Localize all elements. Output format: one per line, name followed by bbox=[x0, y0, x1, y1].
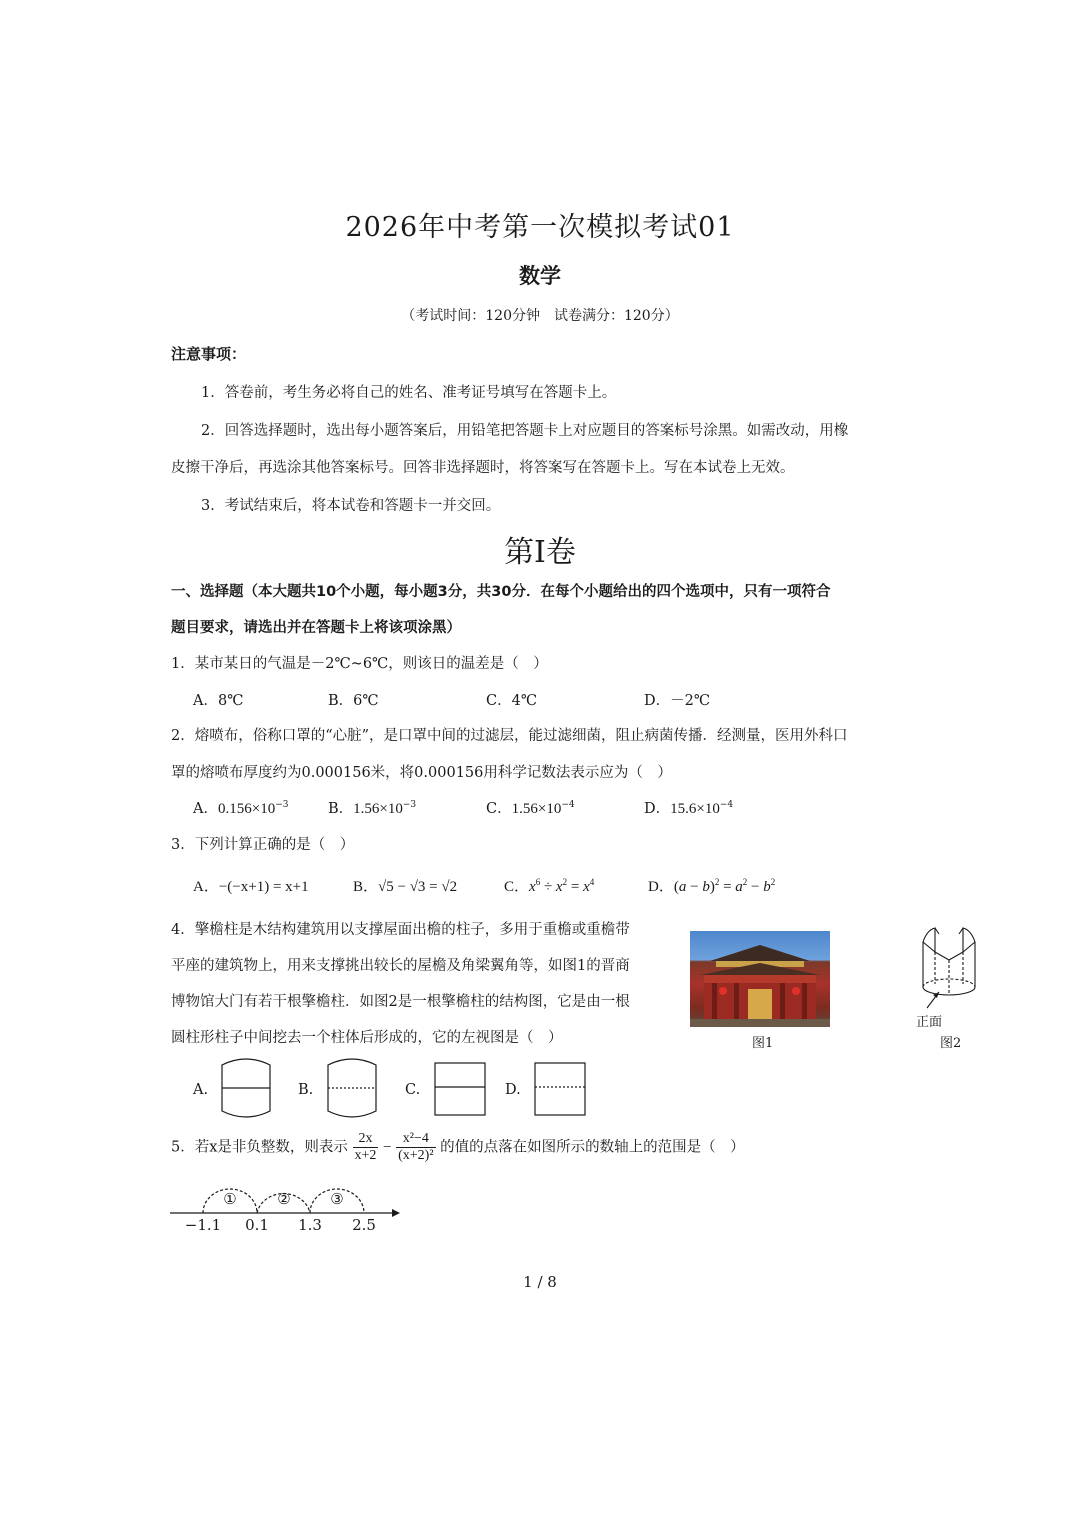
exam-meta: （考试时间：120分钟 试卷满分：120分） bbox=[401, 308, 679, 324]
q2-option-c: C．$1.56\times 10^{-4}$ bbox=[486, 800, 575, 817]
museum-gate-illustration bbox=[690, 931, 830, 1027]
question-2-stem-cont: 罩的熔喷布厚度约为0.000156米，将0.000156用科学记数法表示应为（ ） bbox=[171, 765, 672, 781]
q4-option-a-shape bbox=[218, 1053, 274, 1123]
note-item: 皮擦干净后，再选涂其他答案标号。回答非选择题时，将答案写在答题卡上。写在本试卷上无效。 bbox=[171, 460, 795, 476]
q3-option-a: A．−(−x+1) = x+1 bbox=[193, 879, 309, 895]
volume-heading: 第I卷 bbox=[504, 535, 576, 570]
figure-1-caption: 图1 bbox=[752, 1036, 774, 1051]
notes-heading: 注意事项： bbox=[171, 345, 247, 363]
q4-option-c-shape bbox=[432, 1060, 488, 1118]
q3-option-d: D．$(a - b)^2 = a^2 - b^2$ bbox=[648, 877, 776, 895]
tick-label: 1.3 bbox=[298, 1216, 322, 1234]
q5-stem-start: 5．若x是非负整数，则表示 bbox=[171, 1139, 348, 1156]
q4-option-b-shape bbox=[324, 1053, 380, 1123]
section-heading-cont: 题目要求，请选出并在答题卡上将该项涂黑） bbox=[171, 620, 461, 636]
q1-option-b: B．6℃ bbox=[328, 693, 379, 709]
question-4-stem: 4．擎檐柱是木结构建筑用以支撑屋面出檐的柱子，多用于重檐或重檐带 bbox=[171, 922, 630, 938]
pillar-structure-diagram bbox=[905, 922, 990, 1012]
q2-option-a: A．$0.156\times 10^{-3}$ bbox=[193, 800, 289, 817]
q1-option-d: D．－2℃ bbox=[644, 693, 711, 709]
q5-fraction-2: $\frac{\text{x²−4}}{\text{(x+2)²}}$ bbox=[398, 1131, 434, 1163]
section-heading: 一、选择题（本大题共10个小题，每小题3分，共30分．在每个小题给出的四个选项中，只有一项符合 bbox=[171, 584, 831, 600]
subject-heading: 数学 bbox=[519, 264, 561, 288]
number-line-diagram bbox=[170, 1180, 410, 1240]
q4-option-c-label: C. bbox=[405, 1082, 421, 1098]
q2-option-b: B．$1.56\times 10^{-3}$ bbox=[328, 800, 417, 817]
museum-gate-photo bbox=[690, 931, 830, 1027]
q4-option-d-shape bbox=[532, 1060, 588, 1118]
region-1-label: ① bbox=[223, 1190, 237, 1208]
note-item: 2．回答选择题时，选出每小题答案后，用铅笔把答题卡上对应题目的答案标号涂黑。如需改动，用橡 bbox=[201, 423, 849, 439]
tick-label: 2.5 bbox=[352, 1216, 376, 1234]
q2-option-d: D．$15.6\times 10^{-4}$ bbox=[644, 800, 734, 817]
question-4-stem-cont: 平座的建筑物上，用来支撑挑出较长的屋檐及角梁翼角等，如图1的晋商 bbox=[171, 958, 630, 974]
q1-option-c: C．4℃ bbox=[486, 693, 538, 709]
region-2-label: ② bbox=[277, 1190, 291, 1208]
question-5-stem: 5．若x是非负整数，则表示 $\frac{2x}{x+2}$ − $\frac{\text{x²−4}}{\text{(x+2)²}}$ 的值的点落在如图所示的数轴上的范围是（ ） bbox=[171, 1131, 745, 1163]
q4-option-a-label: A. bbox=[193, 1082, 209, 1098]
question-1-stem: 1．某市某日的气温是－2℃~6℃，则该日的温差是（ ） bbox=[171, 656, 548, 672]
q4-option-d-label: D. bbox=[505, 1082, 521, 1098]
page-title: 2026年中考第一次模拟考试01 bbox=[345, 212, 735, 243]
question-3-stem: 3．下列计算正确的是（ ） bbox=[171, 837, 355, 853]
q1-option-a: A．8℃ bbox=[193, 693, 244, 709]
q3-option-b: B．√5 − √3 = √2 bbox=[353, 879, 458, 895]
page-number: 1 / 8 bbox=[523, 1273, 557, 1291]
figure-2-caption: 图2 bbox=[940, 1036, 962, 1051]
q5-stem-end: 的值的点落在如图所示的数轴上的范围是（ ） bbox=[440, 1139, 745, 1156]
q4-option-b-label: B. bbox=[298, 1082, 314, 1098]
note-item: 1．答卷前，考生务必将自己的姓名、准考证号填写在答题卡上。 bbox=[201, 385, 617, 401]
front-label: 正面 bbox=[916, 1015, 943, 1030]
q3-option-c: C．$x^6 \div x^2 = x^4$ bbox=[504, 877, 595, 895]
q5-fraction-1: $\frac{2x}{x+2}$ bbox=[354, 1131, 377, 1163]
tick-label: −1.1 bbox=[184, 1216, 222, 1234]
question-4-stem-cont: 圆柱形柱子中间挖去一个柱体后形成的，它的左视图是（ ） bbox=[171, 1030, 563, 1046]
question-4-stem-cont: 博物馆大门有若干根擎檐柱．如图2是一根擎檐柱的结构图，它是由一根 bbox=[171, 994, 630, 1010]
note-item: 3．考试结束后，将本试卷和答题卡一并交回。 bbox=[201, 498, 501, 514]
tick-label: 0.1 bbox=[245, 1216, 269, 1234]
question-2-stem: 2．熔喷布，俗称口罩的“心脏”，是口罩中间的过滤层，能过滤细菌，阻止病菌传播．经测量，医用外科口 bbox=[171, 728, 848, 744]
region-3-label: ③ bbox=[330, 1190, 344, 1208]
